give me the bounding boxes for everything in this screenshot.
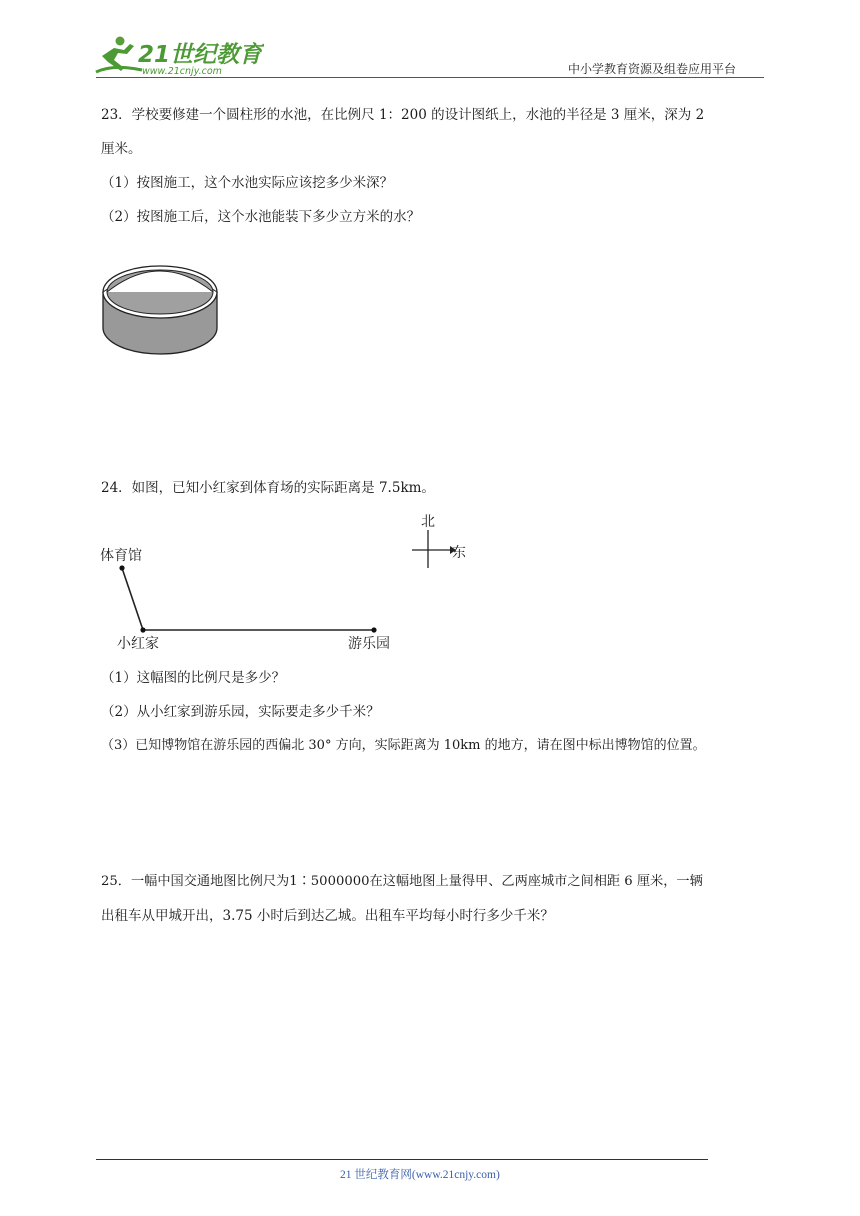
q25-stem-line1: 25．一幅中国交通地图比例尺为1∶5000000在这幅地图上量得甲、乙两座城市之间相距 6 厘米，一辆: [101, 874, 703, 889]
map-figure: [96, 508, 486, 658]
footer-text: 21 世纪教育网(www.21cnjy.com): [340, 1169, 500, 1181]
footer-divider: [96, 1159, 708, 1160]
compass-icon: [412, 524, 456, 568]
park-point: [371, 627, 376, 632]
svg-text:www.21cnjy.com: www.21cnjy.com: [142, 66, 222, 77]
platform-name: 中小学教育资源及组卷应用平台: [568, 62, 737, 76]
runner-logo-icon: [96, 37, 142, 73]
stadium-label: 体育馆: [100, 548, 142, 564]
cylinder-pool-figure: [98, 240, 224, 360]
park-label: 游乐园: [348, 636, 390, 652]
home-point: [140, 627, 145, 632]
q24-stem: 24．如图，已知小红家到体育场的实际距离是 7.5km。: [101, 480, 435, 496]
compass-north-label: 北: [421, 514, 435, 530]
svg-text:21世纪教育: 21世纪教育: [138, 42, 263, 68]
q24-sub1: （1）这幅图的比例尺是多少？: [101, 670, 286, 686]
q23-sub2: （2）按图施工后，这个水池能装下多少立方米的水？: [101, 209, 421, 225]
site-logo: [94, 34, 264, 78]
q25-stem-line2: 出租车从甲城开出，3.75 小时后到达乙城。出租车平均每小时行多少千米？: [101, 908, 554, 924]
q24-sub2: （2）从小红家到游乐园，实际要走多少千米？: [101, 704, 380, 720]
header-divider: [96, 77, 764, 78]
home-label: 小红家: [117, 636, 159, 652]
route-home-stadium: [122, 568, 143, 630]
q23-stem-line1: 23．学校要修建一个圆柱形的水池，在比例尺 1：200 的设计图纸上，水池的半径是 3 厘米，深为 2: [101, 107, 705, 123]
q23-stem-line2: 厘米。: [101, 141, 142, 157]
q23-sub1: （1）按图施工，这个水池实际应该挖多少米深？: [101, 175, 394, 191]
q24-sub3: （3）已知博物馆在游乐园的西偏北 30° 方向，实际距离为 10km 的地方，请在图中标出博物馆的位置。: [101, 738, 706, 753]
stadium-point: [119, 565, 124, 570]
compass-east-label: 东: [452, 545, 466, 561]
